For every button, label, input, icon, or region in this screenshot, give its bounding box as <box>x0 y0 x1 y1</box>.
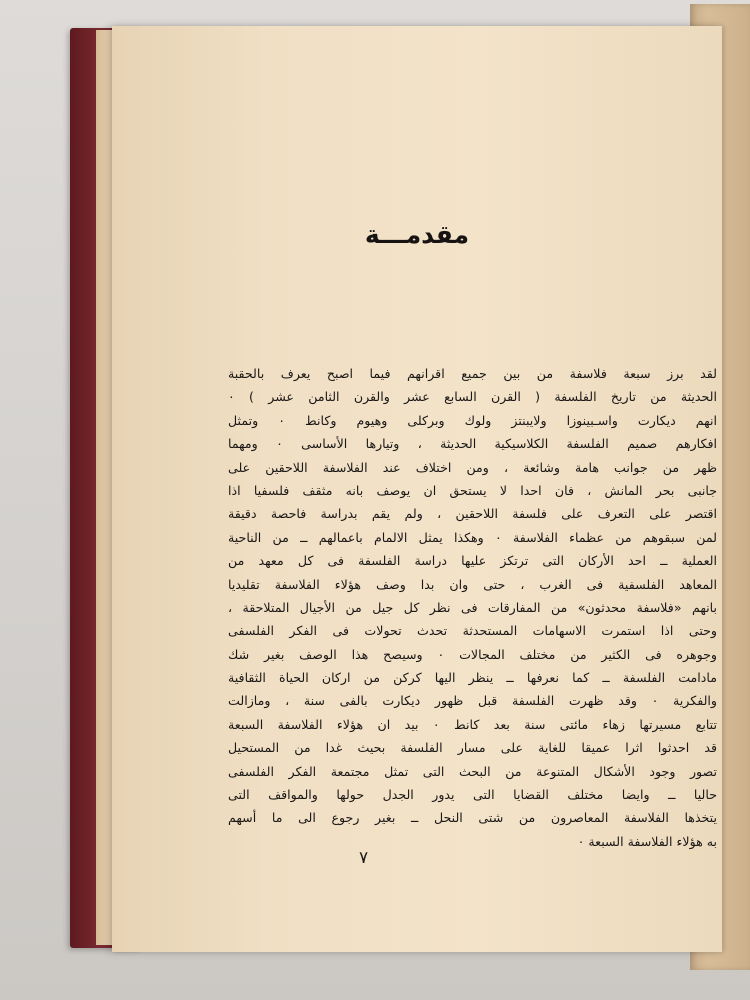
chapter-title: مقدمـــة <box>364 220 470 249</box>
text-line: تصور وجود الأشكال المتنوعة من البحث التى تمثل مجتمعة الفكر الفلسفى <box>228 763 717 779</box>
text-line: مادامت الفلسفة ــ كما نعرفها ــ ينظر اليها كركن من اركان الحياة الثقافية <box>228 670 717 686</box>
text-line: حاليا ــ وايضا مختلف القضايا التى يدور الجدل حولها والمواقف التى <box>228 787 717 803</box>
body-paragraph <box>228 362 717 853</box>
book-page <box>112 26 722 952</box>
text-line: وجوهره فى الكثير من مختلف المجالات ٠ وسيصح هذا الوصف بغير شك <box>228 646 717 662</box>
text-line: جانبى بحر المانش ، فان احدا لا يستحق ان يوصف بانه مثقف فلسفيا اذا <box>228 482 717 498</box>
text-line: ظهر من جوانب هامة وشائعة ، ومن اختلاف عند الفلاسفة اللاحقين على <box>228 459 717 475</box>
text-line: وحتى اذا استمرت الاسهامات المستحدثة تحدث تحولات فى الفكر الفلسفى <box>228 623 717 639</box>
text-line: تتابع مسيرتها زهاء مائتى سنة بعد كانط ٠ بيد ان هؤلاء الفلاسفة السبعة <box>228 716 717 732</box>
page-number: ٧ <box>359 848 369 868</box>
text-line: العملية ــ احد الأركان التى ترتكز عليها دراسة الفلسفة فى كل معهد من <box>228 553 717 569</box>
text-line: الحديثة من تاريخ الفلسفة ( القرن السابع عشر والقرن الثامن عشر ) ٠ <box>228 389 717 405</box>
text-line: لمن سبقوهم من عظماء الفلاسفة ٠ وهكذا يمثل الالمام باعمالهم ــ من الناحية <box>228 529 717 545</box>
text-line: افكارهم صميم الفلسفة الكلاسيكية الحديثة ، وتيارها الأساسى ٠ ومهما <box>228 436 717 452</box>
text-line: لقد برز سبعة فلاسفة من بين جميع اقرانهم فيما اصبح يعرف بالحقبة <box>228 366 717 381</box>
text-line: اقتصر على التعرف على فلسفة اللاحقين ، ولم يقم بدراسة فاحصة دقيقة <box>228 506 717 522</box>
text-line: قد احدثوا اثرا عميقا للغاية على مسار الفلسفة بحيث غدا من المستحيل <box>228 740 717 756</box>
text-line: يتخذها الفلاسفة المعاصرون من شتى النحل ــ بغير رجوع الى ما أسهم <box>228 810 717 826</box>
text-line: انهم ديكارت واسـبينوزا ولايبنتز ولوك وبركلى وهيوم وكانط ٠ وتمثل <box>228 412 717 428</box>
text-line: المعاهد الفلسفية فى الغرب ، حتى وان بدا وصف هؤلاء الفلاسفة تقليديا <box>228 576 717 592</box>
text-line: بانهم «فلاسفة محدثون» من المفارقات فى نظر كل جيل من الأجيال المتلاحقة ، <box>228 599 717 615</box>
text-line: والفكرية ٠ وقد ظهرت الفلسفة قبل ظهور ديكارت بالفى سنة ، ومازالت <box>228 693 717 709</box>
text-line: به هؤلاء الفلاسفة السبعة ٠ <box>577 833 717 849</box>
